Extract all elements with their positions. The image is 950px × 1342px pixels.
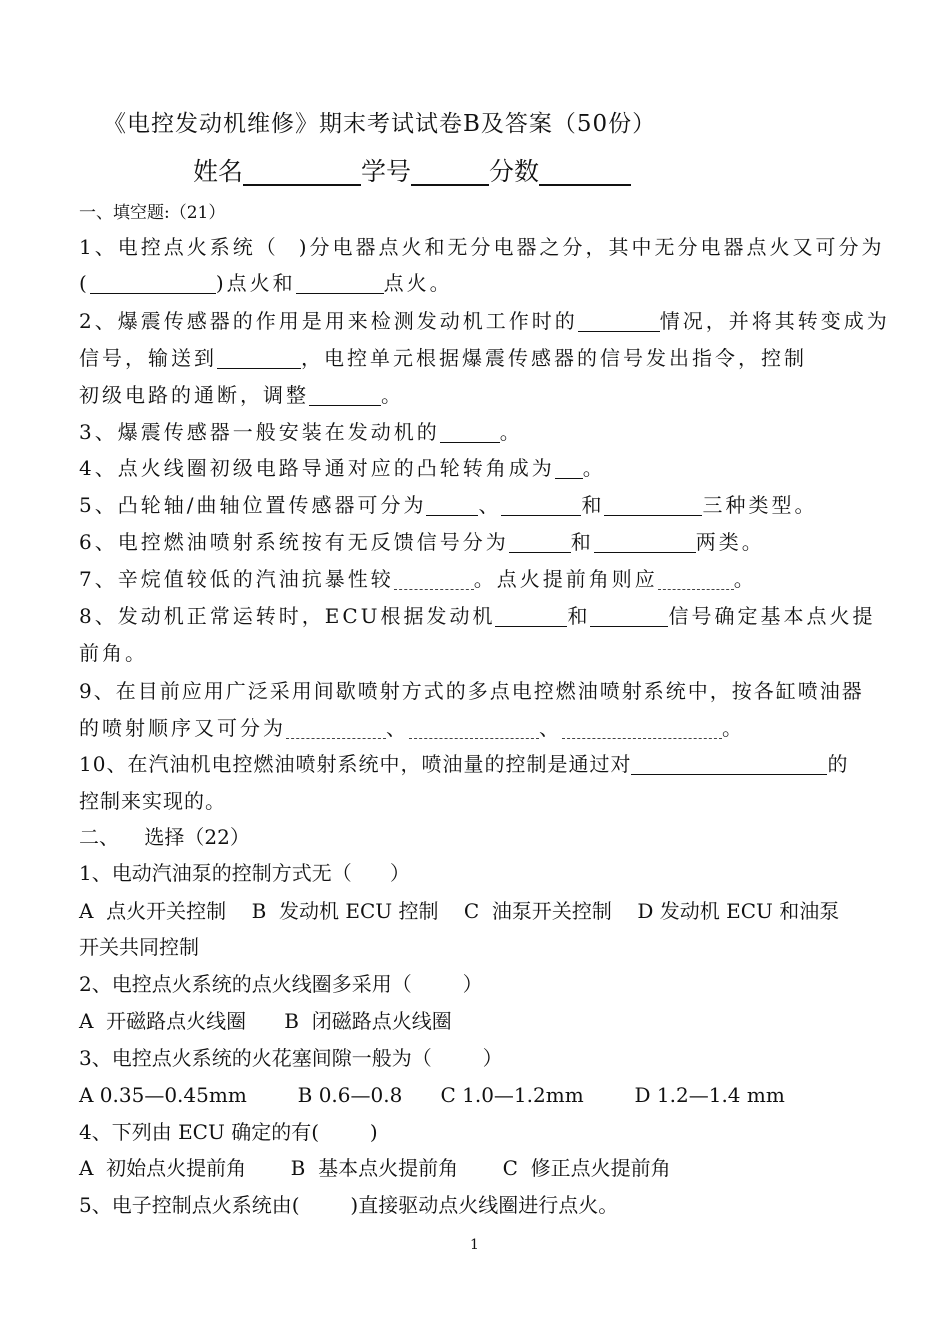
mc-q2-options: A 开磁路点火线圈 B 闭磁路点火线圈 bbox=[79, 1009, 452, 1033]
section-1-heading: 一、填空题:（21） bbox=[79, 203, 226, 223]
mc-q5-stem: 5、电子控制点火系统由( )直接驱动点火线圈进行点火。 bbox=[79, 1193, 619, 1217]
q9-blank-3[interactable] bbox=[562, 718, 722, 739]
mc-q2-stem: 2、电控点火系统的点火线圈多采用（ ） bbox=[79, 972, 483, 996]
q2-blank-2[interactable] bbox=[217, 348, 301, 369]
q7-blank-1[interactable] bbox=[394, 569, 474, 590]
score-label: 分数 bbox=[489, 157, 540, 186]
q10-line-2: 控制来实现的。 bbox=[79, 789, 226, 813]
q7-line: 7、辛烷值较低的汽油抗暴性较 。点火提前角则应 。 bbox=[79, 567, 757, 591]
q5-blank-3[interactable] bbox=[604, 495, 702, 516]
q1-blank-2[interactable] bbox=[296, 273, 384, 294]
id-label: 学号 bbox=[361, 157, 412, 186]
q2-blank-3[interactable] bbox=[309, 385, 381, 406]
q2-line-2: 信号，输送到 ，电控单元根据爆震传感器的信号发出指令，控制 bbox=[79, 346, 807, 370]
q10-line-1: 10、在汽油机电控燃油喷射系统中，喷油量的控制是通过对 的 bbox=[79, 752, 849, 776]
document-title: 《电控发动机维修》期末考试试卷B及答案（50份） bbox=[103, 111, 657, 137]
mc-q1-options-cont: 开关共同控制 bbox=[79, 935, 199, 959]
q1-blank-1[interactable] bbox=[90, 273, 216, 294]
page-number: 1 bbox=[470, 1237, 479, 1253]
q8-blank-2[interactable] bbox=[590, 606, 668, 627]
q2-blank-1[interactable] bbox=[578, 311, 660, 332]
student-info-row bbox=[193, 152, 631, 188]
q8-line-1: 8、发动机正常运转时，ECU根据发动机 和 信号确定基本点火提 bbox=[79, 604, 876, 628]
score-blank[interactable] bbox=[539, 158, 631, 186]
q3-blank[interactable] bbox=[440, 422, 500, 443]
q6-blank-1[interactable] bbox=[509, 532, 571, 553]
q1-line-1: 1、电控点火系统（ )分电器点火和无分电器之分，其中无分电器点火又可分为 bbox=[79, 235, 885, 259]
mc-q1-options: A 点火开关控制 B 发动机 ECU 控制 C 油泵开关控制 D 发动机 ECU 和油泵 bbox=[79, 899, 840, 923]
q10-blank[interactable] bbox=[631, 754, 827, 775]
mc-q4-options: A 初始点火提前角 B 基本点火提前角 C 修正点火提前角 bbox=[79, 1156, 671, 1180]
q5-blank-2[interactable] bbox=[501, 495, 581, 516]
q9-line-2: 的喷射顺序又可分为 、 、 。 bbox=[79, 716, 745, 740]
q2-line-3: 初级电路的通断，调整 。 bbox=[79, 383, 404, 407]
mc-q3-stem: 3、电控点火系统的火花塞间隙一般为（ ） bbox=[79, 1046, 503, 1070]
q4-blank[interactable] bbox=[555, 458, 583, 479]
q5-line: 5、凸轮轴/曲轴位置传感器可分为 、 和 三种类型。 bbox=[79, 493, 818, 517]
mc-q1-stem: 1、电动汽油泵的控制方式无（ ） bbox=[79, 861, 410, 885]
q5-blank-1[interactable] bbox=[426, 495, 478, 516]
q2-line-1: 2、爆震传感器的作用是用来检测发动机工作时的 情况，并将其转变成为 bbox=[79, 309, 890, 333]
q8-blank-1[interactable] bbox=[495, 606, 567, 627]
q7-blank-2[interactable] bbox=[658, 569, 734, 590]
mc-q3-options: A 0.35—0.45mm B 0.6—0.8 C 1.0—1.2mm D 1.2—1.4 mm bbox=[79, 1083, 785, 1107]
mc-q4-stem: 4、下列由 ECU 确定的有( ) bbox=[79, 1120, 378, 1144]
q3-line: 3、爆震传感器一般安装在发动机的 。 bbox=[79, 420, 523, 444]
q8-line-2: 前角。 bbox=[79, 641, 148, 665]
id-blank[interactable] bbox=[411, 158, 489, 186]
q9-blank-1[interactable] bbox=[286, 718, 386, 739]
q9-blank-2[interactable] bbox=[409, 718, 539, 739]
section-2-heading: 二、 选择（22） bbox=[79, 825, 250, 849]
q6-line: 6、电控燃油喷射系统按有无反馈信号分为 和 两类。 bbox=[79, 530, 765, 554]
name-label: 姓名 bbox=[193, 157, 244, 186]
q9-line-1: 9、在目前应用广泛采用间歇喷射方式的多点电控燃油喷射系统中，按各缸喷油器 bbox=[79, 679, 864, 703]
q4-line: 4、点火线圈初级电路导通对应的凸轮转角成为 。 bbox=[79, 456, 606, 480]
q1-line-2: ( )点火和 点火。 bbox=[79, 271, 453, 295]
q6-blank-2[interactable] bbox=[594, 532, 696, 553]
name-blank[interactable] bbox=[243, 158, 361, 186]
